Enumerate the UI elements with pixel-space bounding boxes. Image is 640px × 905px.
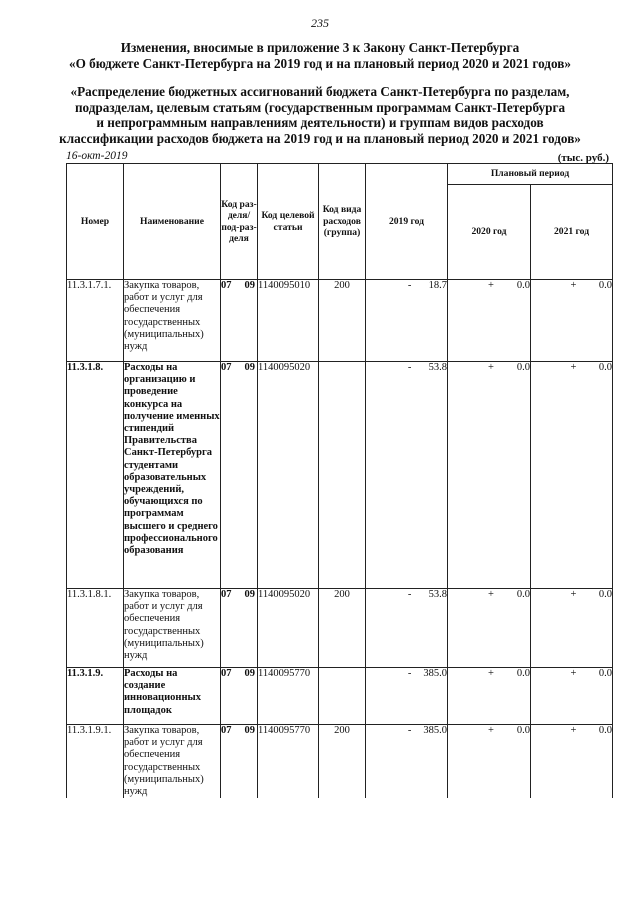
amount-sign: - bbox=[407, 589, 412, 600]
row-csr: 1140095020 bbox=[258, 362, 319, 589]
amount-value: 0.0 bbox=[598, 668, 613, 679]
row-number: 11.3.1.7.1. bbox=[67, 280, 124, 362]
row-2021 bbox=[531, 362, 613, 589]
razdel-code: 07 bbox=[221, 725, 232, 736]
header-csr: Код целевой статьи bbox=[258, 164, 319, 280]
amount-value: 53.8 bbox=[428, 589, 447, 600]
podrazdel-code: 09 bbox=[244, 725, 255, 736]
title-line: «О бюджете Санкт-Петербурга на 2019 год и на плановый период 2020 и 2021 годов» bbox=[69, 55, 571, 71]
amount-sign: + bbox=[487, 362, 494, 373]
podrazdel-code: 09 bbox=[244, 589, 255, 600]
row-name: Закупка товаров, работ и услуг для обеспечения государственных (муниципальных) нужд bbox=[124, 725, 221, 799]
amount-sign: - bbox=[407, 362, 412, 373]
amount-sign: + bbox=[570, 280, 577, 291]
row-csr: 1140095010 bbox=[258, 280, 319, 362]
row-razdel bbox=[221, 362, 258, 589]
razdel-code: 07 bbox=[221, 668, 232, 679]
row-razdel bbox=[221, 725, 258, 799]
amount-value: 0.0 bbox=[516, 668, 530, 679]
subtitle-line: «Распределение бюджетных ассигнований бюджета Санкт-Петербурга по разделам, bbox=[70, 84, 570, 99]
amount-value: 385.0 bbox=[423, 668, 447, 679]
row-2021 bbox=[531, 725, 613, 799]
amount-value: 385.0 bbox=[423, 725, 447, 736]
row-2019 bbox=[366, 280, 448, 362]
row-2020 bbox=[448, 589, 531, 668]
table-row bbox=[67, 725, 613, 799]
amount-value: 0.0 bbox=[598, 589, 613, 600]
row-2020 bbox=[448, 725, 531, 799]
amount-value: 18.7 bbox=[428, 280, 447, 291]
row-razdel bbox=[221, 589, 258, 668]
row-2019 bbox=[366, 362, 448, 589]
row-razdel bbox=[221, 280, 258, 362]
document-title bbox=[0, 40, 640, 71]
header-plan-period: Плановый период bbox=[448, 164, 613, 185]
row-number: 11.3.1.8.1. bbox=[67, 589, 124, 668]
row-csr: 1140095020 bbox=[258, 589, 319, 668]
document-date: 16-окт-2019 bbox=[66, 150, 128, 162]
row-2021 bbox=[531, 280, 613, 362]
header-vr: Код вида расходов (группа) bbox=[319, 164, 366, 280]
amount-value: 0.0 bbox=[516, 362, 530, 373]
row-2021 bbox=[531, 589, 613, 668]
amount-sign: + bbox=[570, 589, 577, 600]
row-name: Расходы на организацию и проведение конкурса на получение именных стипендий Правительства Санкт-Петербурга студентами образовательных учреждений, обучающихся по программам высшего и среднего профессионального образования bbox=[124, 362, 221, 589]
amount-sign: + bbox=[570, 362, 577, 373]
header-2021: 2021 год bbox=[531, 185, 613, 280]
header-2019: 2019 год bbox=[366, 164, 448, 280]
podrazdel-code: 09 bbox=[244, 668, 255, 679]
row-2019 bbox=[366, 589, 448, 668]
amount-sign: - bbox=[407, 725, 412, 736]
table-row bbox=[67, 589, 613, 668]
amount-sign: - bbox=[407, 668, 412, 679]
row-number: 11.3.1.9. bbox=[67, 668, 124, 725]
amount-sign: + bbox=[487, 589, 494, 600]
row-name: Закупка товаров, работ и услуг для обеспечения государственных (муниципальных) нужд bbox=[124, 589, 221, 668]
header-razdel: Код раз-деля/ под-раз-деля bbox=[221, 164, 258, 280]
page-number: 235 bbox=[311, 16, 329, 30]
header-2020: 2020 год bbox=[448, 185, 531, 280]
row-csr: 1140095770 bbox=[258, 668, 319, 725]
row-name: Расходы на создание инновационных площадок bbox=[124, 668, 221, 725]
row-2019 bbox=[366, 725, 448, 799]
header-name: Наименование bbox=[124, 164, 221, 280]
table-row bbox=[67, 362, 613, 589]
amount-value: 0.0 bbox=[598, 362, 613, 373]
amount-sign: + bbox=[570, 725, 577, 736]
amount-value: 0.0 bbox=[598, 280, 613, 291]
row-2020 bbox=[448, 280, 531, 362]
razdel-code: 07 bbox=[221, 280, 232, 291]
row-vr: 200 bbox=[319, 725, 366, 799]
razdel-code: 07 bbox=[221, 589, 232, 600]
subtitle-line: подразделам, целевым статьям (государственным программам Санкт-Петербурга bbox=[74, 99, 566, 115]
row-2020 bbox=[448, 362, 531, 589]
row-2019 bbox=[366, 668, 448, 725]
title-line: Изменения, вносимые в приложение 3 к Закону Санкт-Петербурга bbox=[120, 40, 520, 55]
row-vr bbox=[319, 362, 366, 589]
row-vr bbox=[319, 668, 366, 725]
amount-value: 0.0 bbox=[516, 589, 530, 600]
row-2020 bbox=[448, 668, 531, 725]
row-name: Закупка товаров, работ и услуг для обеспечения государственных (муниципальных) нужд bbox=[124, 280, 221, 362]
row-razdel bbox=[221, 668, 258, 725]
table-row bbox=[67, 668, 613, 725]
row-number: 11.3.1.9.1. bbox=[67, 725, 124, 799]
budget-table bbox=[66, 163, 613, 798]
amount-value: 53.8 bbox=[428, 362, 447, 373]
header-number: Номер bbox=[67, 164, 124, 280]
podrazdel-code: 09 bbox=[244, 280, 255, 291]
table-body bbox=[67, 280, 613, 799]
table-row bbox=[67, 280, 613, 362]
subtitle-line: и непрограммным направлениям деятельности) и группам видов расходов bbox=[96, 115, 544, 130]
amount-value: 0.0 bbox=[516, 725, 530, 736]
row-vr: 200 bbox=[319, 280, 366, 362]
table-header bbox=[67, 164, 613, 280]
units-label: (тыс. руб.) bbox=[557, 152, 609, 164]
row-csr: 1140095770 bbox=[258, 725, 319, 799]
row-number: 11.3.1.8. bbox=[67, 362, 124, 589]
amount-sign: + bbox=[487, 280, 494, 291]
row-2021 bbox=[531, 668, 613, 725]
amount-sign: + bbox=[487, 725, 494, 736]
amount-sign: + bbox=[487, 668, 494, 679]
row-vr: 200 bbox=[319, 589, 366, 668]
subtitle-line: классификации расходов бюджета на 2019 год и на плановый период 2020 и 2021 годов» bbox=[59, 130, 581, 146]
amount-value: 0.0 bbox=[516, 280, 530, 291]
document-subtitle bbox=[0, 84, 640, 146]
amount-sign: + bbox=[570, 668, 577, 679]
amount-sign: - bbox=[407, 280, 412, 291]
razdel-code: 07 bbox=[221, 362, 232, 373]
podrazdel-code: 09 bbox=[244, 362, 255, 373]
amount-value: 0.0 bbox=[598, 725, 613, 736]
